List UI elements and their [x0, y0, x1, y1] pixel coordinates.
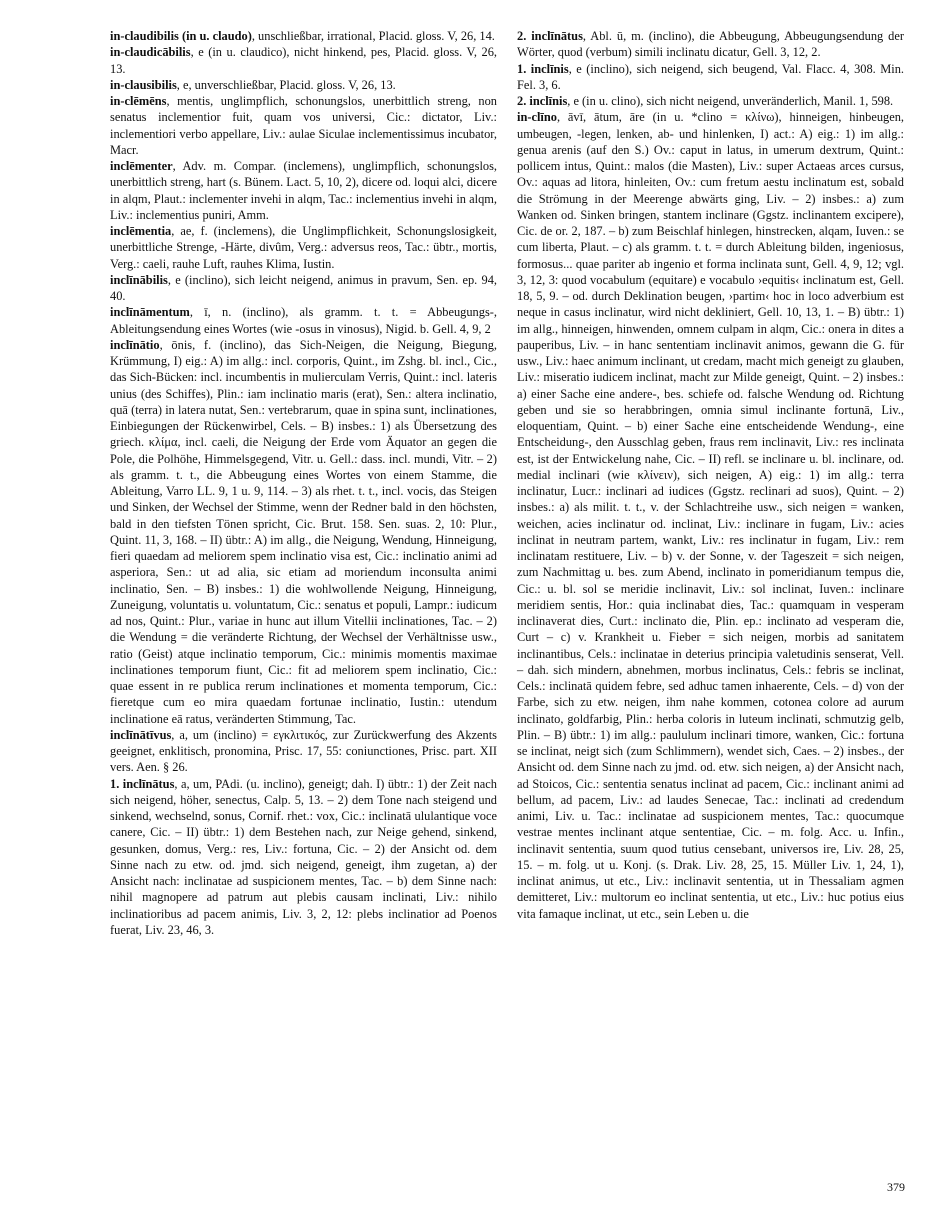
- headword: inclīnābilis: [110, 272, 168, 287]
- entry-inclinamentum: inclīnāmentum, ī, n. (inclino), als gramm. t. t. = Abbeugungs-, Ableitungsendung eines Wortes (wie -osus in vinosus), Nigid. b. Gell. 4, 9, 2: [110, 305, 497, 336]
- headword: inclīnātio: [110, 337, 160, 352]
- right-column: [517, 28, 904, 922]
- entry-inclinis-2: 2. inclīnis, e (in u. clino), sich nicht neigend, unveränderlich, Manil. 1, 598.: [517, 94, 894, 108]
- entry-in-clino: in-clīno, āvī, ātum, āre (in u. *clino = κλίνω), hinneigen, hinbeugen, umbeugen, -legen, lenken, ab- und hinlenken, I) act.: A) eig.: 1) im allg.: genua arenis (auf den S.) Ov.: caput in latus, in umerum dextrum, Quint.: pollicem intus, Quint.: malos (die Masten), Liv.: super Actaeas arces cursus, Ov.: aquas ad litora, hinleiten, Ov.: cum fretum aestu inclinatum est, sobald die Strömung in der Meerenge abwärts ging, Liv. – 2) insbes.: a) zum Wanken od. Sinken bringen, stantem inclinare (Ggstz. inclinantem excipere), Cic. de or. 2, 187. – b) zum Beischlaf hinlegen, hinstrecken, alqam, Iuven.: se cum liberta, Plaut. – c) als gramm. t. t. = durch Ableitung bilden, ingeniosus, formosus... quae pariter ab ingenio et forma inclinata sunt, Gell. 4, 9, 12; vgl. 3, 12, 3: quod vocabulum (equitare) e vocabulo ›equitis‹ inclinatum est, Gell. 18, 5, 9. – od. durch Deklination beugen, ›partim‹ hoc in loco adverbium est neque in casus inclinatur, wird nicht dekliniert, Gell. 10, 13, 1. – B) übtr.: 1) im allg., hinneigen, hinwenden, omnem culpam in alqm, Cic.: onera in dites a pauperibus, Liv. – in hanc sententiam inclinavit animos, gewann die G. für usw., Liv.: haec animum inclinant, ut credam, macht mich geneigt zu glauben, Liv.: miseratio iudicem inclinat, macht zur Milde geneigt, Quint. – 2) insbes.: a) einer Sache eine andere-, bes. schiefe od. falsche Wendung od. Richtung geben und sie so herabbringen, omnia simul inclinante fortunā, Liv., eloquentiam, Quint. – b) einer Sache eine entscheidende Wendung-, eine Entscheidung-, den Ausschlag geben, fraus rem inclinavit, Liv.: res inclinata est, ist der Entwickelung nahe, Cic. – II) refl. se inclinare u. bl. inclinare, od. medial inclinari (wie κλίνειν), sich neigen, A) eig.: 1) im allg.: terra inclinatur, Lucr.: inclinari ad iudices (Ggstz. reclinari ad suos), Quint. – 2) insbes.: a) als milit. t. t., v. der Schlachtreihe usw., sich neigen = wanken, weichen, acies inclinatur od. inclinat, Liv.: inclinare in fugam, Liv.: acies inclinat in neutram partem, wankt, Liv.: res inclinatur in fugam, Liv.: rem inclinatam restituere, Liv. – b) v. der Sonne, v. der Tageszeit = sich neigen, zum Nachmittag u. bes. zum Abend, inclinato in pomeridianum tempus die, Cic.: u. bl. sol se meridie inclinavit, Liv.: sol inclinat, Iuven.: inclinare meridiem sentis, Hor.: quia inclinabat dies, Tac.: quamquam in vesperam inclinaverat dies, Curt.: inclinato die, Plin. ep.: inclinato ad vesperam die, Curt – c) v. Krankheit u. Fieber = sich neigen, morbis ad sanitatem inclinantibus, Cels.: inclinatae in deterius principia valetudinis senserat, Vell. – dah. sich mindern, abnehmen, morbus inclinatus, Cels.: febris se inclinat, Cels.: inclinatā quidem febre, sed adhuc tamen inhaerente, Cels. – d) von der Farbe, sich zu etw. neigen, ihm nahe kommen, cotonea colore ad aurum inclinato, goldfarbig, Plin.: herba coloris in luteum inclinati, schmutzig gelb, Plin. – B) übtr.: 1) im allg.: paululum inclinari timore, wanken, Cic.: fortuna se inclinat, neigt sich (zum Schlimmern), wendet sich, Caes. – 2) insbes., der Ansicht od. dem Sinne nach zu jmd. od. etw. sich neigen, a) der Ansicht nach, ad Stoicos, Cic.: sententia senatus inclinat ad pacem, Cic.: inclinant animi ad bellum, ad pacem, Liv.: ad laudes Senecae, Tac.: inclinati ad credendum animi, Liv. u. Tac.: inclinatae ad suspicionem mentes, Tac.: quocumque vestrae mentes inclinant atque sententiae, Cic. – m. folg. Acc. u. Infin., inclinavit sententia, suum quod tutius censebant, universos ire, Liv. 28, 25, 15. – m. folg. ut u. Konj. (s. Drak. Liv. 28, 25, 15. Müller Liv. 1, 24, 1), inclinat animus, ut etc., Liv.: inclinavit sententia, ut in Thessaliam agmen demitteret, Liv.: multorum eo inclinat sententia, ut etc., Liv.: huc potius eius vita famaque inclinat, ut etc., sein Leben u. die: [517, 110, 904, 921]
- headword: 1. inclīnātus: [110, 776, 175, 791]
- entry-inclinabilis: inclīnābilis, e (inclino), sich leicht neigend, animus in pravum, Sen. ep. 94, 40.: [110, 272, 497, 303]
- entry-inclinatio: inclīnātio, ōnis, f. (inclino), das Sich-Neigen, die Neigung, Biegung, Krümmung, I) eig.: A) im allg.: incl. corporis, Quint., im Zshg. bl. incl., Cic., das Sich-Bücken: incl. incumbentis in mulierculam Verris, Quint.: incl. lateris unius (des Schiffes), Plin.: iam inclinatio maris (erat), Sen.: altera inclinatio, quā (terra) in latera nutat, Sen.: vertebrarum, quae in spina sunt, inclinationes, Einbiegungen der Rückenwirbel, Cels. – B) insbes.: 1) als Übersetzung des griech. κλίμα, incl. caeli, die Neigung der Erde vom Äquator an gegen die Pole, die Polhöhe, Himmelsgegend, Vitr. u. Gell.: dass. incl. mundi, Vitr. – 2) als gramm. t. t., die Abbeugung eines Wortes von einem Stamme, die Ableitung, Varro LL. 9, 1 u. 9, 114. – 3) als rhet. t. t., incl. vocis, das Steigen und Sinken, der Wechsel der Stimme, wenn der Redner bald in den höchsten, bald in den tiefsten Tönen spricht, Cic. Brut. 158. Sen. suas. 2, 10: Plur., Quint. 11, 3, 168. – II) übtr.: A) im allg., die Neigung, Wendung, Hinneigung, fieri quaedam ad meliorem spem inclinatio visa est, Cic.: inclinatio animi ad asperiora, Sen.: ut ad alia, sic etiam ad moriendum inconsulta animi inclinatio, Sen. – B) insbes.: 1) die wohlwollende Neigung, Hinneigung, Zuneigung, voluntatis u. voluntatum, Cic.: senatus et populi, Lampr.: iudicum ad nos, Quint.: Plur., variae in hunc aut illum Vitellii inclinationes, Tac. – 2) die Wendung = die veränderte Richtung, der Wechsel der Verhältnisse usw., ratio (Geist) atque inclinatio temporum, Cic.: minimis momentis maximae inclinationes temporum fiunt, Cic.: fit ad meliorem spem inclinatio, Cic.: quae essent in re publica rerum inclinationes et momenta temporum, Cic.: fieretque cum eo mira quaedam fortunae inclinatio, Iustin.: utendum inclinatione eā ratus, veränderten Stimmung, Tac.: [110, 337, 497, 726]
- entry-inclementia: inclēmentia, ae, f. (inclemens), die Unglimpflichkeit, Schonungslosigkeit, unerbittliche Strenge, -Härte, divûm, Verg.: adversus reos, Tac.: übtr., mortis, Verg.: caeli, rauhe Luft, rauhes Klima, Iustin.: [110, 224, 497, 271]
- headword: 1. inclīnis: [517, 61, 569, 76]
- headword: in-clēmēns: [110, 94, 167, 108]
- headword: in-claudicābilis: [110, 45, 191, 60]
- headword: in-clausibilis: [110, 77, 177, 92]
- entry-inclinatus-1: 1. inclīnātus, a, um, PAdi. (u. inclino), geneigt; dah. I) übtr.: 1) der Zeit nach sich neigend, höher, senectus, Calp. 5, 13. – 2) dem Tone nach steigend und sinkend, wechselnd, sonus, Cornif. rhet.: vox, Cic.: inclinatā ululantique voce canere, Cic. – II) übtr.: 1) dem Bestehen nach, zur Neige gehend, sinkend, gesunken, domus, Verg.: res, Liv.: fortuna, Cic. – 2) der Ansicht od. dem Sinne nach zu etw. od. jmd. sich neigend, geneigt, ihm zugetan, a) der Ansicht nach: inclinatae ad suspicionem mentes, Tac. – b) dem Sinne nach: nihil magnopere ad patrum aut plebis causam inclinati, Liv.: nihilo inclinatioribus ad pacem animis, Liv. 3, 2, 12: plebs inclinatior ad Poenos fuerat, Liv. 23, 46, 3.: [110, 776, 497, 937]
- headword: 2. inclīnis: [517, 94, 568, 108]
- headword: inclīnāmentum: [110, 305, 190, 320]
- entry-in-clemens: in-clēmēns, mentis, unglimpflich, schonungslos, unerbittlich streng, non senatus inclementior fuit, quam vos universi, Cic.: dictator, Liv.: inclementiori verbo appellare, Liv.: aulae Siculae inclementissimus incubator, Macr.: [110, 94, 497, 157]
- entry-in-clausibilis: in-clausibilis, e, unverschließbar, Placid. gloss. V, 26, 13.: [110, 77, 396, 92]
- headword: inclēmenter: [110, 159, 173, 173]
- entry-in-claudicabilis: in-claudicābilis, e (in u. claudico), nicht hinkend, pes, Placid. gloss. V, 26, 13.: [110, 45, 497, 76]
- headword: inclīnātīvus: [110, 727, 172, 742]
- headword: in-clīno: [517, 110, 557, 125]
- left-column: [110, 28, 497, 938]
- entry-inclementer: inclēmenter, Adv. m. Compar. (inclemens), unglimpflich, schonungslos, unerbittlich streng, hart (s. Bünem. Lact. 5, 10, 2), dicere od. loqui alci, dicere in alqm, Plaut.: inclementer invehi in alqm, Tac.: inclementius invehi in alqm, Liv.: inclementius puniri, Amm.: [110, 159, 497, 222]
- headword: inclēmentia: [110, 224, 172, 238]
- entry-inclinatus-2: 2. inclīnātus, Abl. ū, m. (inclino), die Abbeugung, Abbeugungsendung der Wörter, quod (verbum) simili inclinatu dicatur, Gell. 3, 12, 2.: [517, 29, 904, 60]
- headword: in-claudibilis (in u. claudo): [110, 29, 252, 43]
- entry-inclinativus: inclīnātīvus, a, um (inclino) = εγκλιτικός, zur Zurückwerfung des Akzents geeignet, enklitisch, pronomina, Prisc. 17, 55: coniunctiones, Prisc. part. XII vers. Aen. § 26.: [110, 727, 497, 775]
- headword: 2. inclīnātus: [517, 29, 583, 43]
- page-number: 379: [887, 1180, 905, 1194]
- entry-inclinis-1: 1. inclīnis, e (inclino), sich neigend, sich beugend, Val. Flacc. 4, 308. Min. Fel. 3, 6.: [517, 61, 905, 92]
- entry-in-claudibilis: in-claudibilis (in u. claudo), unschließbar, irrational, Placid. gloss. V, 26, 14.: [110, 29, 495, 43]
